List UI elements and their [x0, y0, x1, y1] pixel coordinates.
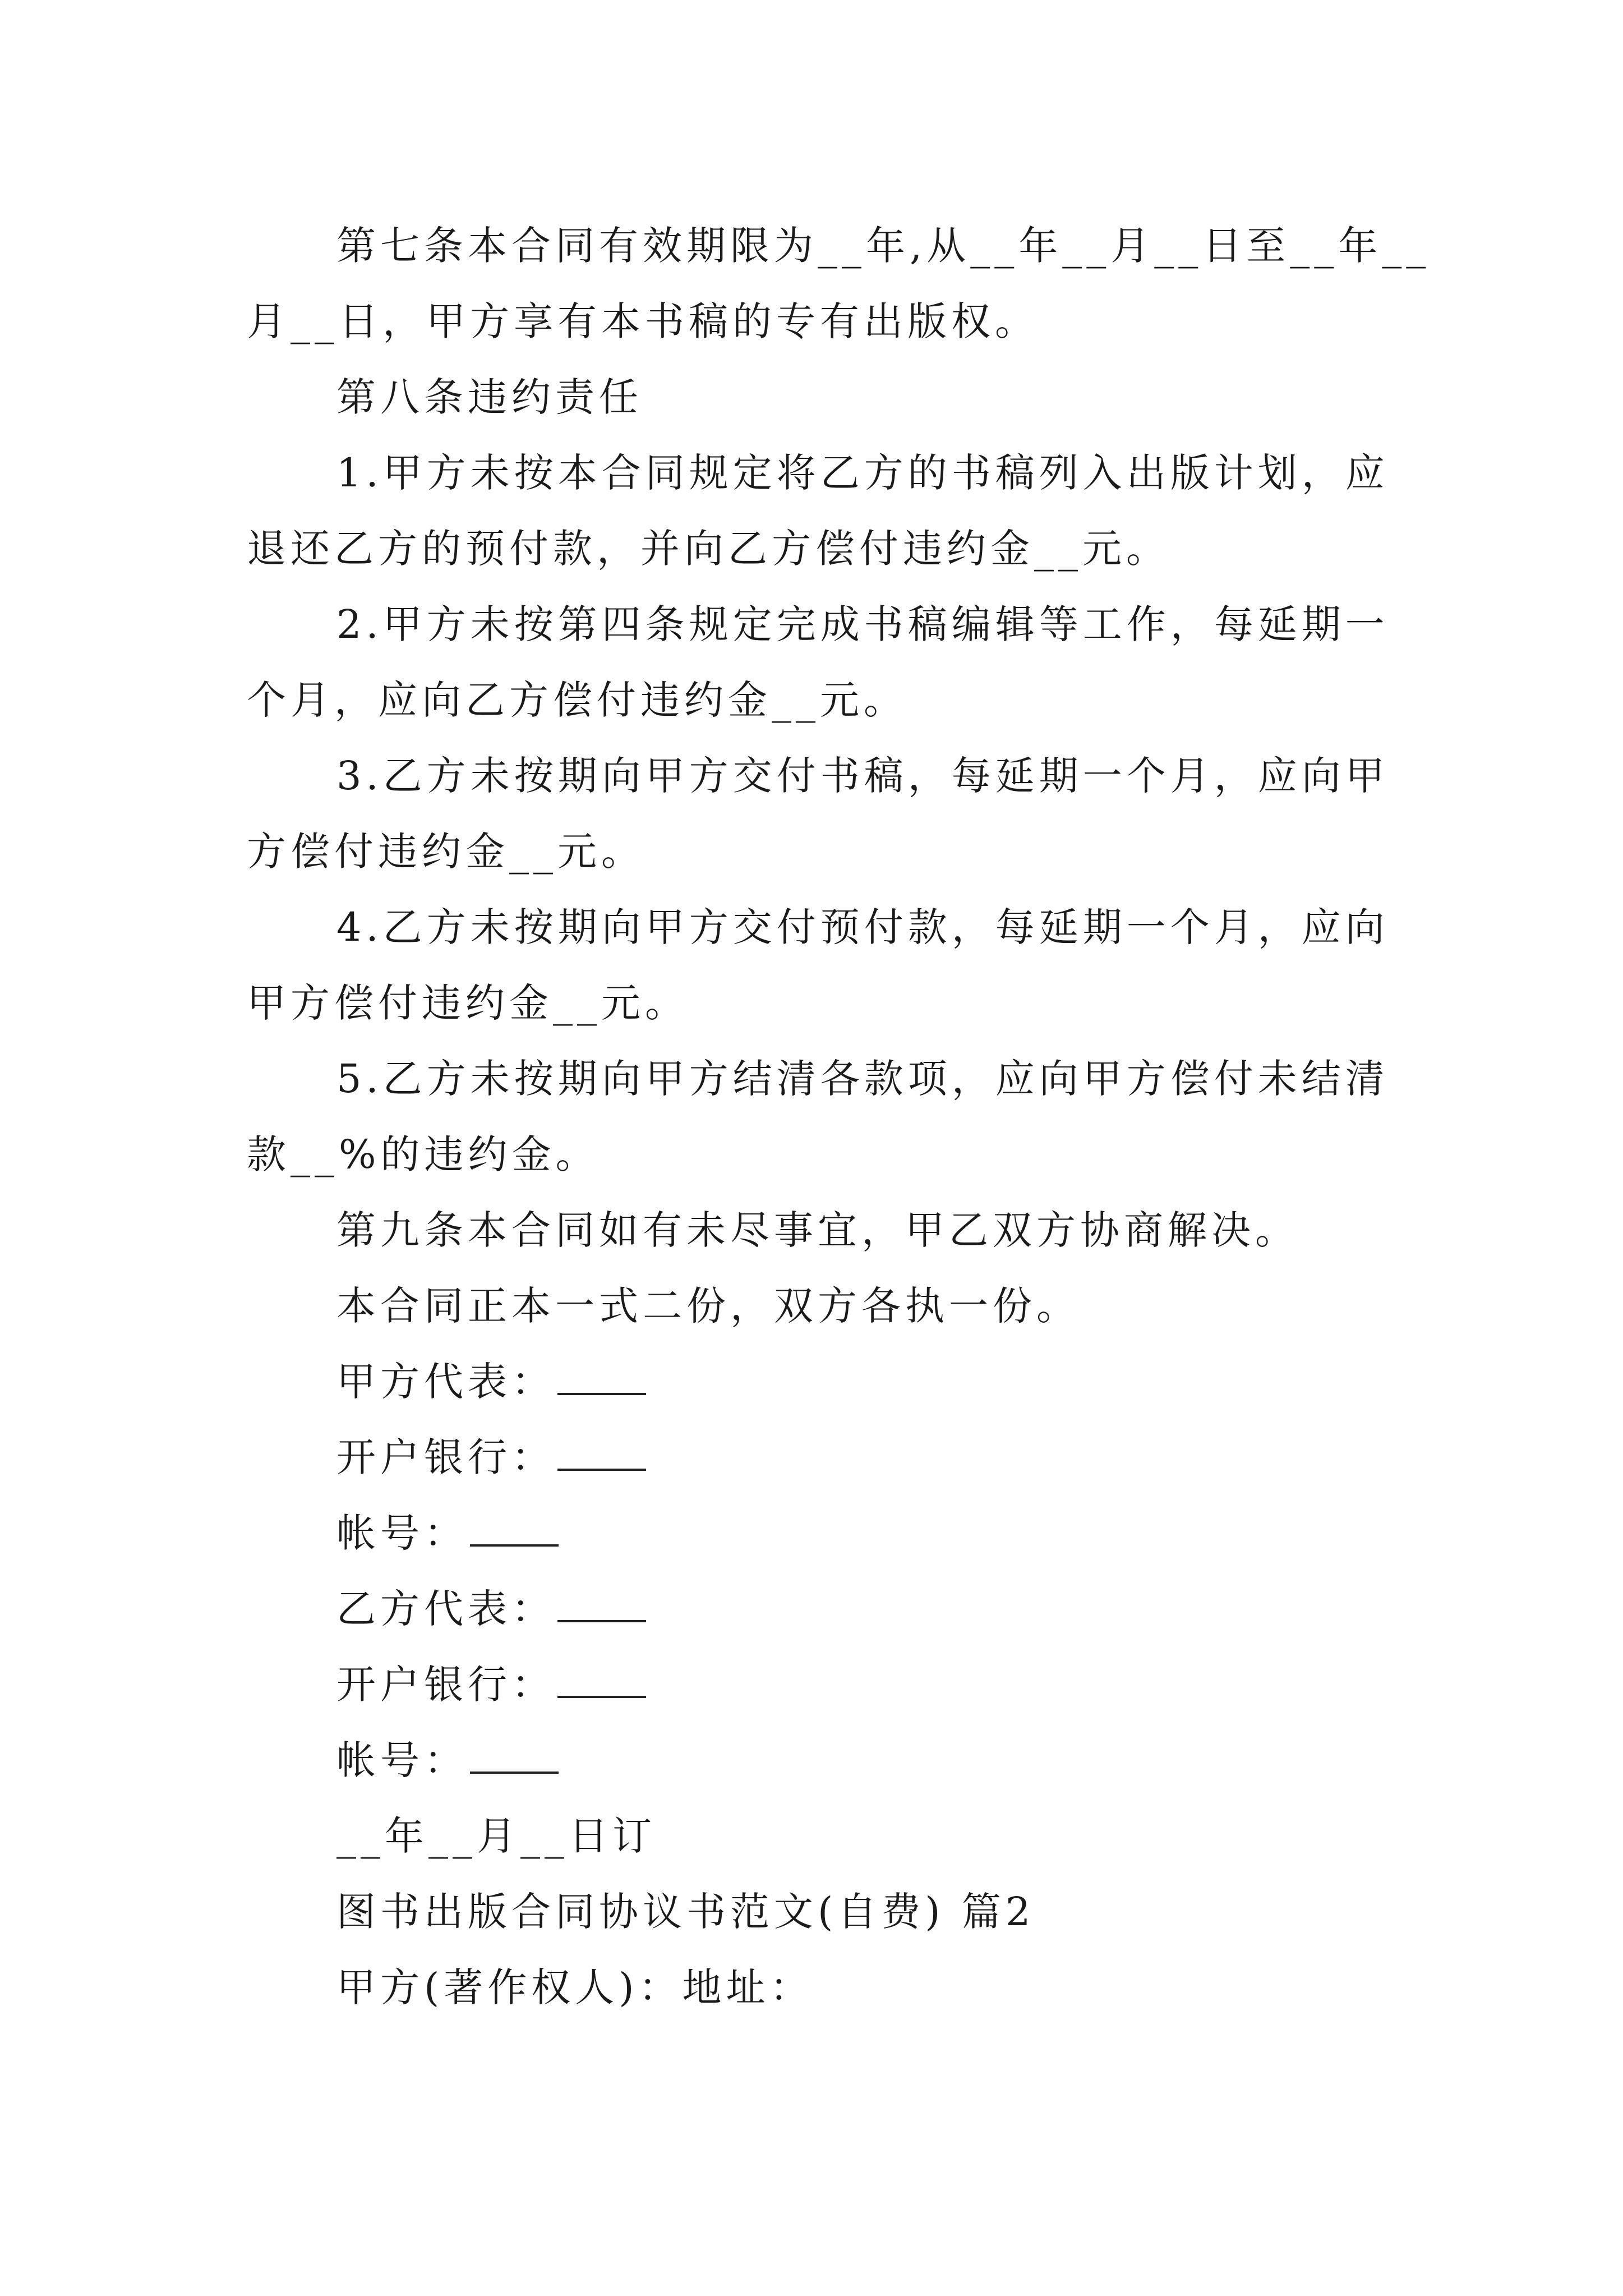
signature-field-party-b-bank: [336, 1658, 1391, 1711]
clause-1-cont: 退还乙方的预付款，并向乙方偿付违约金__元。: [247, 526, 1170, 572]
signature-field-party-a-bank: [336, 1430, 1391, 1484]
date-line: __年__月__日订: [336, 1813, 656, 1859]
clause-4-cont: 甲方偿付违约金__元。: [247, 980, 689, 1026]
blank-underline: [557, 1663, 646, 1698]
clause-4: 4.乙方未按期向甲方交付预付款，每延期一个月，应向: [336, 904, 1389, 950]
signature-field-party-b-rep: [336, 1582, 1391, 1636]
clause-3-cont: 方偿付违约金__元。: [247, 829, 645, 875]
signature-field-party-a-account: [336, 1506, 1391, 1560]
heading-article-8: 第八条违约责任: [336, 374, 643, 420]
field-label: 帐号：: [336, 1510, 468, 1556]
blank-underline: [557, 1588, 646, 1622]
paragraph-copies: 本合同正本一式二份，双方各执一份。: [336, 1283, 1080, 1329]
party-line: 甲方(著作权人)：地址：: [336, 1964, 814, 2010]
section-title: 图书出版合同协议书范文(自费) 篇2: [336, 1889, 1035, 1935]
clause-2: 2.甲方未按第四条规定完成书稿编辑等工作，每延期一: [336, 601, 1389, 647]
blank-underline: [470, 1512, 559, 1547]
field-label: 开户银行：: [336, 1662, 555, 1708]
blank-underline: [557, 1436, 646, 1471]
field-label: 帐号：: [336, 1737, 468, 1783]
signature-field-party-b-account: [336, 1733, 1391, 1787]
clause-5: 5.乙方未按期向甲方结清各款项，应向甲方偿付未结清: [336, 1056, 1389, 1102]
clause-5-cont: 款__%的违约金。: [247, 1131, 600, 1177]
paragraph-article-7-cont: 月__日，甲方享有本书稿的专有出版权。: [247, 298, 1039, 344]
blank-underline: [557, 1360, 646, 1395]
paragraph-article-9: 第九条本合同如有未尽事宜，甲乙双方协商解决。: [336, 1207, 1299, 1253]
clause-1: 1.甲方未按本合同规定将乙方的书稿列入出版计划，应: [336, 450, 1389, 496]
clause-2-cont: 个月，应向乙方偿付违约金__元。: [247, 677, 907, 723]
field-label: 开户银行：: [336, 1434, 555, 1480]
blank-underline: [470, 1739, 559, 1774]
field-label: 乙方代表：: [336, 1586, 555, 1632]
clause-3: 3.乙方未按期向甲方交付书稿，每延期一个月，应向甲: [336, 753, 1389, 799]
field-label: 甲方代表：: [336, 1359, 555, 1405]
signature-field-party-a-rep: [336, 1355, 1391, 1409]
paragraph-article-7: 第七条本合同有效期限为__年,从__年__月__日至__年__: [336, 223, 1431, 269]
